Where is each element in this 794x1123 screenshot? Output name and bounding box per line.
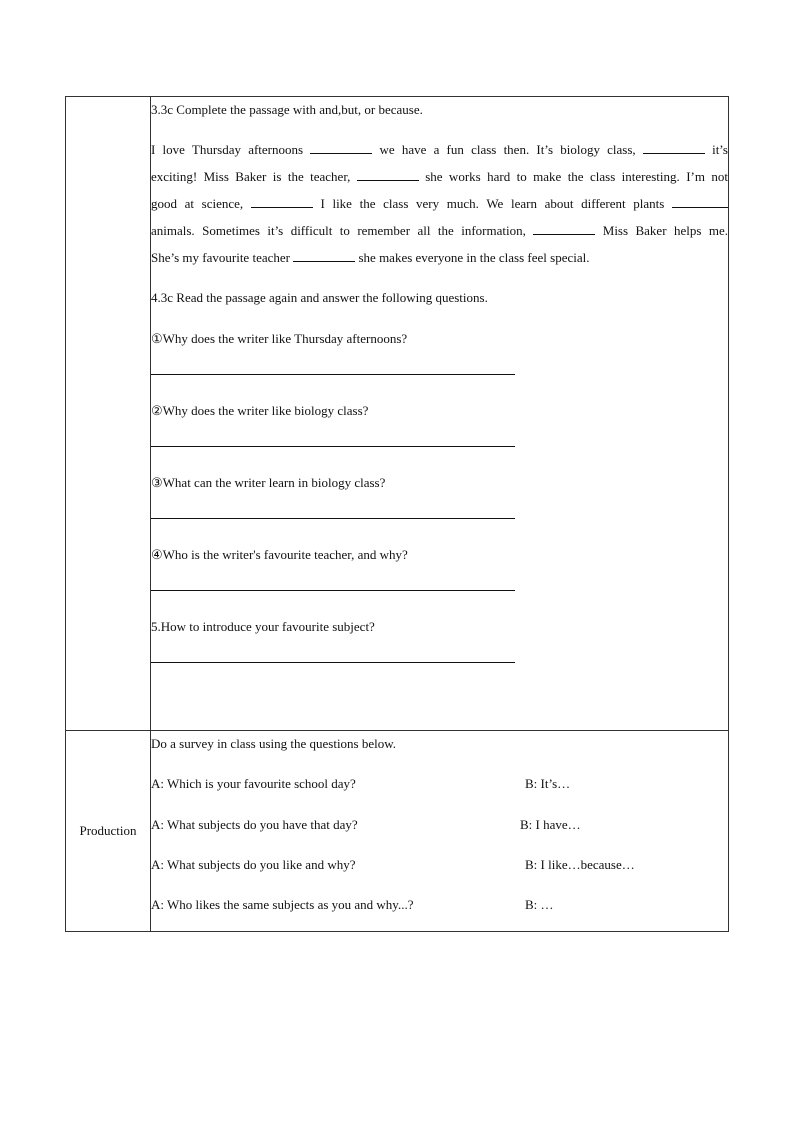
passage-text: we have a fun class then. It’s biology class, [372, 142, 643, 157]
answer-line-5[interactable] [151, 662, 515, 663]
blank-3[interactable] [357, 166, 419, 181]
stage-cell-empty [66, 97, 151, 731]
passage-text: Miss Baker helps me. [595, 223, 728, 238]
dialogue-a: A: What subjects do you like and why? [151, 857, 356, 872]
answer-line-1[interactable] [151, 374, 515, 375]
passage-text: I like the class very much. We learn about different plants [312, 196, 672, 211]
survey-intro: Do a survey in class using the questions below. [151, 736, 397, 751]
passage-row [151, 190, 728, 217]
dialogue-b: B: It’s… [525, 776, 571, 791]
answer-line-3[interactable] [151, 518, 515, 519]
blank-5[interactable] [672, 193, 728, 208]
dialogue-a: A: Who likes the same subjects as you and why...? [151, 897, 414, 912]
practice-row [66, 97, 729, 731]
answer-line-4[interactable] [151, 590, 515, 591]
passage-row [151, 163, 728, 190]
practice-content [151, 97, 729, 731]
dialogue-row [151, 814, 728, 836]
passage-text: good at science, [151, 196, 251, 211]
blank-2[interactable] [643, 139, 705, 154]
blank-6[interactable] [533, 220, 595, 235]
dialogue-b: B: I like…because… [525, 857, 635, 872]
passage [151, 136, 728, 271]
task3-heading: 3.3c Complete the passage with and,but, or because. [151, 102, 423, 117]
passage-text: it’s [704, 142, 728, 157]
dialogue-row [151, 894, 728, 916]
stage-cell-production [66, 731, 151, 932]
answer-line-2[interactable] [151, 446, 515, 447]
dialogue-b: B: I have… [520, 817, 581, 832]
dialogue-b: B: … [525, 897, 554, 912]
passage-text: she makes everyone in the class feel special. [355, 250, 590, 265]
question-4: ④Who is the writer's favourite teacher, and why? [151, 547, 408, 562]
blank-7[interactable] [293, 247, 355, 262]
question-2: ②Why does the writer like biology class? [151, 403, 369, 418]
production-row [66, 731, 729, 932]
stage-label: Production [79, 823, 137, 838]
task4-heading: 4.3c Read the passage again and answer the following questions. [151, 290, 488, 305]
dialogue-row [151, 773, 728, 795]
passage-text: She’s my favourite teacher [151, 250, 294, 265]
passage-row [151, 244, 728, 271]
dialogue-a: A: What subjects do you have that day? [151, 817, 358, 832]
blank-4[interactable] [251, 193, 313, 208]
passage-row [151, 217, 728, 244]
passage-text: animals. Sometimes it’s difficult to remember all the information, [151, 223, 534, 238]
passage-text: exciting! Miss Baker is the teacher, [151, 169, 357, 184]
blank-1[interactable] [310, 139, 372, 154]
question-5: 5.How to introduce your favourite subject? [151, 619, 375, 634]
question-1: ①Why does the writer like Thursday afternoons? [151, 331, 408, 346]
passage-text: I love Thursday afternoons [151, 142, 311, 157]
dialogue-a: A: Which is your favourite school day? [151, 776, 356, 791]
question-3: ③What can the writer learn in biology class? [151, 475, 386, 490]
passage-row [151, 136, 728, 163]
production-content [151, 731, 729, 932]
passage-text: she works hard to make the class interesting. I’m not [418, 169, 728, 184]
dialogue-row [151, 854, 728, 876]
lesson-table [65, 96, 729, 932]
